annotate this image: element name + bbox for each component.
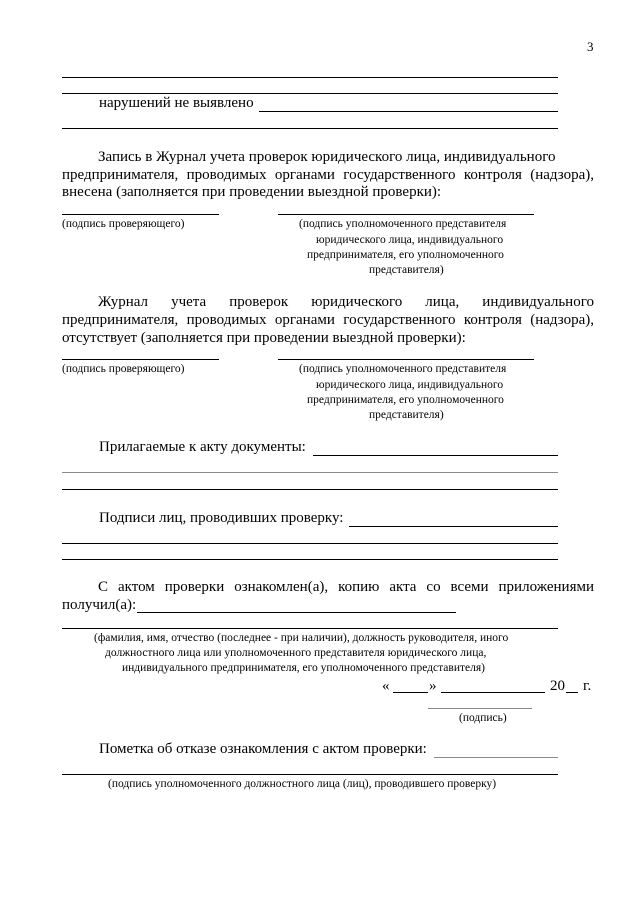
representative-signature-line xyxy=(278,359,534,360)
refusal-label: Пометка об отказе ознакомления с актом проверки: xyxy=(99,741,427,757)
date-day-line xyxy=(393,692,428,693)
violations-label: нарушений не выявлено xyxy=(99,95,254,111)
journal-absent-text: Журнал учета проверок юридического лица, индивидуального xyxy=(98,294,594,310)
acquainted-text: получил(а): xyxy=(62,597,137,613)
inspector-signature-line xyxy=(62,359,219,360)
date-month-line xyxy=(441,692,545,693)
acquainted-caption: (фамилия, имя, отчество (последнее - при наличии), должность руководителя, иного xyxy=(94,632,509,644)
violations-fill-line xyxy=(259,111,558,112)
acquainted-fill-line xyxy=(137,612,456,613)
acquainted-caption: должностного лица или уполномоченного представителя юридического лица, xyxy=(105,647,487,659)
blank-line xyxy=(62,77,558,78)
journal-entry-text: предпринимателя, проводимых органами государственного контроля (надзора), xyxy=(62,167,594,183)
blank-line xyxy=(62,472,558,473)
refusal-signature-line xyxy=(62,774,558,775)
inspector-signature-caption: (подпись проверяющего) xyxy=(62,218,185,230)
representative-signature-caption: юридического лица, индивидуального xyxy=(316,234,504,246)
inspectors-signatures-label: Подписи лиц, проводивших проверку: xyxy=(99,510,344,526)
inspector-signature-caption: (подпись проверяющего) xyxy=(62,363,185,375)
representative-signature-caption: (подпись уполномоченного представителя xyxy=(299,218,507,230)
representative-signature-caption: представителя) xyxy=(369,264,444,276)
date-year-prefix: 20 xyxy=(550,678,565,694)
acquainted-text: С актом проверки ознакомлен(а), копию акта со всеми приложениями xyxy=(98,579,594,595)
representative-signature-caption: представителя) xyxy=(369,409,444,421)
blank-line xyxy=(62,559,558,560)
journal-entry-text: внесена (заполняется при проведении выездной проверки): xyxy=(62,184,442,200)
representative-signature-caption: предпринимателя, его уполномоченного xyxy=(307,394,504,406)
representative-signature-caption: предпринимателя, его уполномоченного xyxy=(307,249,504,261)
date-close-quote: » xyxy=(429,678,437,694)
journal-absent-text: отсутствует (заполняется при проведении выездной проверки): xyxy=(62,330,466,346)
date-open-quote: « xyxy=(382,678,390,694)
journal-entry-text: Запись в Журнал учета проверок юридического лица, индивидуального xyxy=(98,149,556,165)
acquainted-caption: индивидуального предпринимателя, его уполномоченного представителя) xyxy=(122,662,485,674)
representative-signature-caption: юридического лица, индивидуального xyxy=(316,379,504,391)
blank-line xyxy=(62,489,558,490)
inspector-signature-line xyxy=(62,214,219,215)
refusal-caption: (подпись уполномоченного должностного лица (лиц), проводившего проверку) xyxy=(108,778,497,790)
representative-signature-caption: (подпись уполномоченного представителя xyxy=(299,363,507,375)
blank-line xyxy=(62,93,558,94)
blank-line xyxy=(62,128,558,129)
page-number: 3 xyxy=(587,39,594,54)
acquainted-name-line xyxy=(62,628,558,629)
date-year-line xyxy=(566,692,578,693)
attached-documents-fill-line xyxy=(313,455,558,456)
signature-caption: (подпись) xyxy=(459,712,507,724)
refusal-fill-line xyxy=(434,757,558,758)
representative-signature-line xyxy=(278,214,534,215)
journal-absent-text: предпринимателя, проводимых органами государственного контроля (надзора), xyxy=(62,312,594,328)
inspectors-signatures-fill-line xyxy=(349,526,558,527)
attached-documents-label: Прилагаемые к акту документы: xyxy=(99,439,306,455)
signature-line xyxy=(428,708,532,709)
date-year-suffix: г. xyxy=(583,678,592,694)
blank-line xyxy=(62,543,558,544)
